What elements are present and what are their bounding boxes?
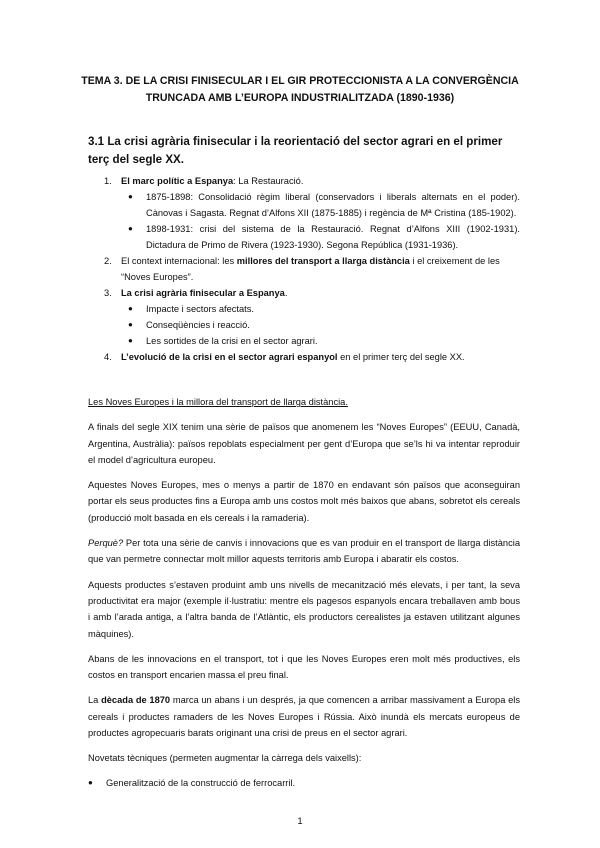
bullet-icon: ● [128, 320, 133, 329]
bullet-text: Generalització de la construcció de ferrocarril. [106, 777, 296, 788]
paragraph: Novetats tècniques (permeten augmentar la càrrega dels vaixells): [88, 753, 362, 764]
bullet-icon: ● [128, 336, 133, 345]
paragraph-text: Per tota una sèrie de canvis i innovacions que es van produir en el transport de llarga distància que van permetre connectar molt millor aquests territoris amb Europa i abaratir els costos. [88, 538, 520, 565]
subitem-text: 1875-1898: Consolidació règim liberal (conservadors i liberals alternats en el poder). Cànovas i Sagasta. Regnat d’Alfons XII (1875-1885) i regència de Mª Cristina (185-1902). [146, 192, 520, 218]
paragraph: A finals del segle XIX tenim una sèrie de països que anomenem les “Noves Europes” (EEUU, Canadà, Argentina, Austràlia): països repoblats especialment per gent d’Europa que se’ls hi va intentar reproduir el model d’agricultura europeu. [88, 422, 520, 465]
outline-list [88, 173, 520, 365]
outline-number: 3. [104, 288, 112, 298]
outline-item-bold: La crisi agrària finisecular a Espanya [121, 288, 285, 298]
page-number: 1 [297, 816, 303, 827]
section-heading: 3.1 La crisi agrària finisecular i la reorientació del sector agrari en el primer terç del segle XX. [88, 135, 503, 166]
subitem-text: Impacte i sectors afectats. [146, 304, 254, 314]
outline-item-text: i el creixement de les “Noves Europes”. [121, 256, 500, 282]
paragraph-text: marca un abans i un després, ja que comencen a arribar massivament a Europa els cereals i productes ramaders de les Noves Europes i Rússia. Això inundà els mercats europeus de productes agropecuaris barats originant una crisi de preus en el sector agrari. [88, 695, 520, 739]
outline-subitem [88, 221, 520, 253]
bullet-icon: ● [88, 777, 93, 787]
paragraph [88, 535, 520, 568]
subitem-text: Conseqüències i reacció. [146, 320, 250, 330]
body-section [88, 394, 520, 791]
title-line-1: TEMA 3. DE LA CRISI FINISECULAR I EL GIR PROTECCIONISTA A LA CONVERGÈNCIA [81, 75, 519, 87]
title-line-2: TRUNCADA AMB L’EUROPA INDUSTRIALITZADA (1890-1936) [145, 92, 455, 104]
paragraph: Aquests productes s’estaven produint amb uns nivells de mecanització més elevats, i per tant, la seva productivitat era major (exemple il·lustratiu: mentre els pagesos espanyols encara treballaven amb bous i amb l’arada antiga, a l’altra banda de l’Atlàntic, els productors cerealistes ja estaven utilitzant algunes màquines). [88, 579, 520, 639]
outline-item-bold: L’evolució de la crisi en el sector agrari espanyol [121, 352, 338, 362]
outline-subitem [88, 333, 520, 349]
outline-number: 1. [104, 176, 112, 186]
outline-item-1 [88, 173, 520, 189]
subitem-text: Les sortides de la crisi en el sector agrari. [146, 336, 318, 346]
paragraph: Aquestes Noves Europes, mes o menys a partir de 1870 en endavant són països que aconseguiran portar els seus productes fins a Europa amb uns costos molt més baixos que abans, sobretot els cereals (producció molt basada en els cereals i la ramaderia). [88, 480, 520, 523]
outline-subitem [88, 189, 520, 221]
outline-item-bold: millores del transport a llarga distància [236, 256, 410, 266]
outline-subitem [88, 317, 520, 333]
outline-subitem [88, 301, 520, 317]
paragraph [88, 692, 520, 741]
italic-text: Perquè? [88, 538, 124, 549]
bold-text: dècada de 1870 [101, 695, 171, 706]
outline-item-2 [88, 253, 520, 285]
outline-item-text: El context internacional: les [121, 256, 237, 266]
paragraph: Abans de les innovacions en el transport, tot i que les Noves Europes eren molt més productives, els costos en transport encarien massa el preu final. [88, 653, 520, 681]
body-subheading: Les Noves Europes i la millora del transport de llarga distància. [88, 397, 348, 407]
bullet-item [88, 775, 520, 791]
outline-item-text: . [284, 288, 288, 298]
outline-number: 4. [104, 352, 112, 362]
outline-item-text: : La Restauració. [233, 176, 304, 186]
outline-item-bold: El marc polític a Espanya [121, 176, 234, 186]
bullet-icon: ● [128, 304, 133, 313]
subitem-text: 1898-1931: crisi del sistema de la Restauració. Regnat d’Alfons XIII (1902-1931). Dictadura de Primo de Rivera (1923-1930). Segona República (1931-1936). [146, 224, 520, 250]
outline-number: 2. [104, 256, 112, 266]
bullet-icon: ● [128, 224, 133, 233]
outline-item-3 [88, 285, 520, 301]
outline-item-4 [88, 349, 520, 365]
document-title [60, 73, 540, 107]
outline-item-text: en el primer terç del segle XX. [337, 352, 465, 362]
paragraph-text: La [88, 695, 102, 706]
bullet-icon: ● [128, 192, 133, 201]
